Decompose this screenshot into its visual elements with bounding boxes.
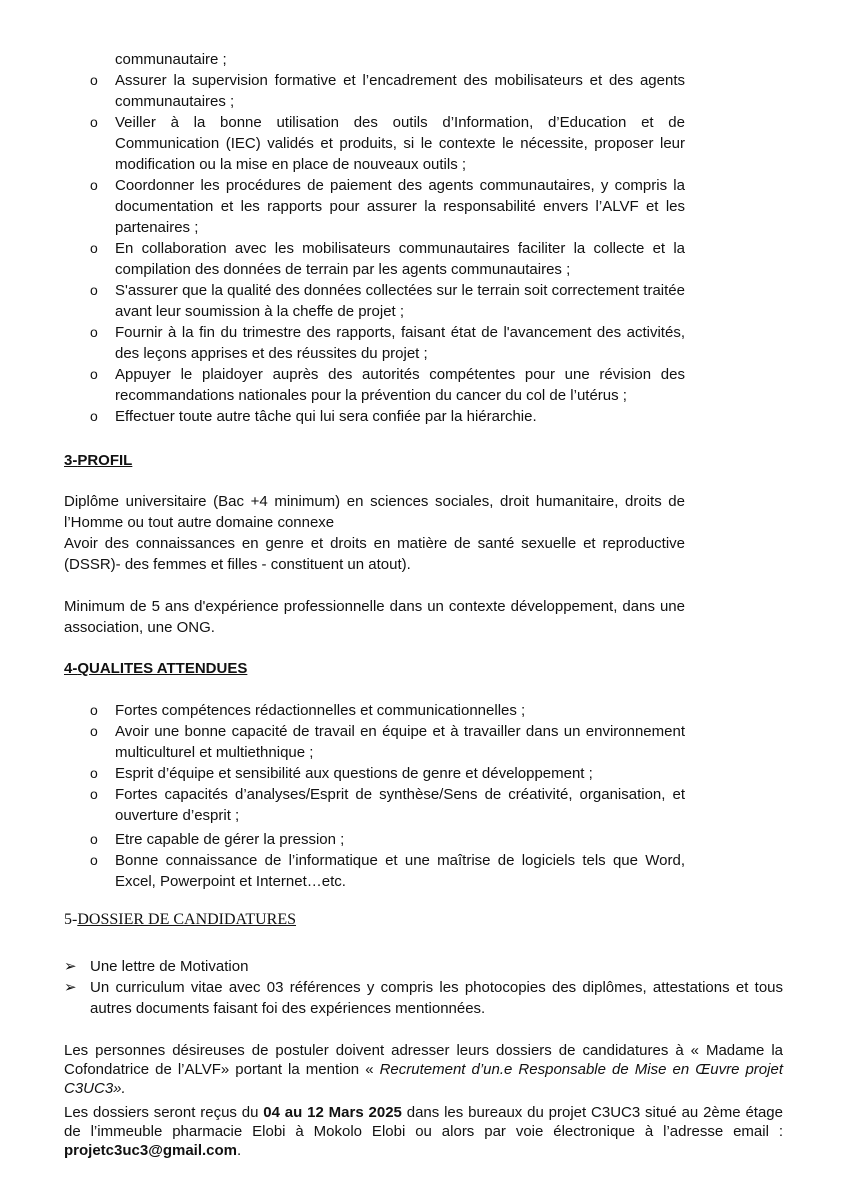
missions-list: [0, 49, 849, 427]
list-item: [0, 406, 849, 427]
section-number: 4-: [64, 660, 78, 677]
list-item: [0, 175, 849, 238]
list-item: [0, 977, 849, 1019]
continuation-text: communautaire ;: [115, 51, 227, 68]
section-heading-qualites: [64, 658, 247, 679]
list-item: [0, 956, 849, 977]
circle-bullet-icon: o: [90, 366, 98, 382]
list-item: [0, 322, 849, 364]
arrow-bullet-icon: ➢: [64, 979, 77, 996]
list-item: [0, 49, 849, 70]
list-item-text: Assurer la supervision formative et l’encadrement des mobilisateurs et des agents communautaires ;: [115, 72, 685, 110]
qualites-list: [0, 700, 849, 892]
list-item-text: Appuyer le plaidoyer auprès des autorités compétentes pour une révision des recommandations nationales pour la prévention du cancer du col de l’utérus ;: [115, 366, 685, 404]
list-item: [0, 238, 849, 280]
list-item-text: Bonne connaissance de l’informatique et une maîtrise de logiciels tels que Word, Excel, Powerpoint et Internet…etc.: [115, 852, 685, 890]
dossier-list: [0, 956, 849, 1019]
list-item-text: Effectuer toute autre tâche qui lui sera confiée par la hiérarchie.: [115, 408, 537, 425]
arrow-bullet-icon: ➢: [64, 958, 77, 975]
submission-text-mid: dans les bureaux du projet C3UC3 situé au 2ème étage de l’immeuble pharmacie Elobi à Mokolo Elobi ou alors par voie électronique à l’adresse email :: [64, 1104, 783, 1140]
mention-text: Recrutement d’un.e Responsable de Mise en Œuvre projet C3UC3».: [64, 1061, 783, 1097]
circle-bullet-icon: o: [90, 765, 98, 781]
list-item-text: Un curriculum vitae avec 03 références y compris les photocopies des diplômes, attestations et tous autres documents faisant foi des expériences mentionnées.: [90, 979, 783, 1017]
circle-bullet-icon: o: [90, 72, 98, 88]
list-item-text: Fortes compétences rédactionnelles et communicationnelles ;: [115, 702, 526, 719]
submission-details: [64, 1103, 783, 1160]
profil-paragraph-1: Diplôme universitaire (Bac +4 minimum) en sciences sociales, droit humanitaire, droits de l’Homme ou tout autre domaine connexe: [64, 493, 685, 531]
list-item: [0, 763, 849, 784]
circle-bullet-icon: o: [90, 324, 98, 340]
list-item-text: Avoir une bonne capacité de travail en équipe et à travailler dans un environnement multiculturel et multiethnique ;: [115, 723, 685, 761]
list-item: [0, 700, 849, 721]
section-number: 5-: [64, 911, 78, 928]
circle-bullet-icon: o: [90, 852, 98, 868]
submission-text-start: Les dossiers seront reçus du: [64, 1104, 264, 1121]
profil-paragraph-2: Avoir des connaissances en genre et droits en matière de santé sexuelle et reproductive (DSSR)- des femmes et filles - constituent un atout).: [64, 535, 685, 573]
circle-bullet-icon: o: [90, 831, 98, 847]
circle-bullet-icon: o: [90, 114, 98, 130]
circle-bullet-icon: o: [90, 723, 98, 739]
list-item-text: S'assurer que la qualité des données collectées sur le terrain soit correctement traitée avant leur soumission à la cheffe de projet ;: [115, 282, 685, 320]
list-item-text: Coordonner les procédures de paiement des agents communautaires, y compris la documentation et les rapports pour assurer la responsabilité envers l’ALVF et les partenaires ;: [115, 177, 685, 236]
list-item: [0, 829, 849, 850]
list-item-text: Etre capable de gérer la pression ;: [115, 831, 345, 848]
section-heading-dossier: [64, 909, 296, 931]
list-item: [0, 280, 849, 322]
instructions-text: Les personnes désireuses de postuler doivent adresser leurs dossiers de candidatures à « Madame la Cofondatrice de l’ALVF» portant la mention «: [64, 1042, 783, 1078]
list-item-text: Veiller à la bonne utilisation des outils d’Information, d’Education et de Communication (IEC) validés et produits, si le contexte le nécessite, proposer leur modification ou la mise en place de nouveaux outils ;: [115, 114, 685, 173]
list-item: [0, 721, 849, 763]
submission-text-end: .: [237, 1142, 242, 1159]
contact-email-link[interactable]: projetc3uc3@gmail.com: [64, 1142, 238, 1159]
circle-bullet-icon: o: [90, 282, 98, 298]
circle-bullet-icon: o: [90, 240, 98, 256]
section-title: QUALITES ATTENDUES: [77, 660, 248, 677]
section-title: DOSSIER DE CANDIDATURES: [77, 911, 297, 928]
circle-bullet-icon: o: [90, 786, 98, 802]
list-item-text: Une lettre de Motivation: [90, 958, 249, 975]
list-item-text: Fortes capacités d’analyses/Esprit de synthèse/Sens de créativité, organisation, et ouverture d’esprit ;: [115, 786, 685, 824]
list-item: [0, 850, 849, 892]
profil-paragraph-3: Minimum de 5 ans d'expérience professionnelle dans un contexte développement, dans une association, une ONG.: [64, 598, 685, 636]
list-item-text: Fournir à la fin du trimestre des rapports, faisant état de l'avancement des activités, des leçons apprises et des réussites du projet ;: [115, 324, 685, 362]
circle-bullet-icon: o: [90, 408, 98, 424]
circle-bullet-icon: o: [90, 702, 98, 718]
list-item: [0, 112, 849, 175]
list-item: [0, 364, 849, 406]
circle-bullet-icon: o: [90, 177, 98, 193]
section-number: 3-: [64, 452, 78, 469]
list-item-text: En collaboration avec les mobilisateurs communautaires faciliter la collecte et la compilation des données de terrain par les agents communautaires ;: [115, 240, 685, 278]
section-title: PROFIL: [77, 452, 133, 469]
list-item-text: Esprit d’équipe et sensibilité aux questions de genre et développement ;: [115, 765, 593, 782]
list-item: [0, 70, 849, 112]
candidature-instructions: [64, 1041, 783, 1098]
submission-dates: 04 au 12 Mars 2025: [263, 1104, 402, 1121]
list-item: [0, 784, 849, 829]
section-heading-profil: [64, 450, 132, 471]
